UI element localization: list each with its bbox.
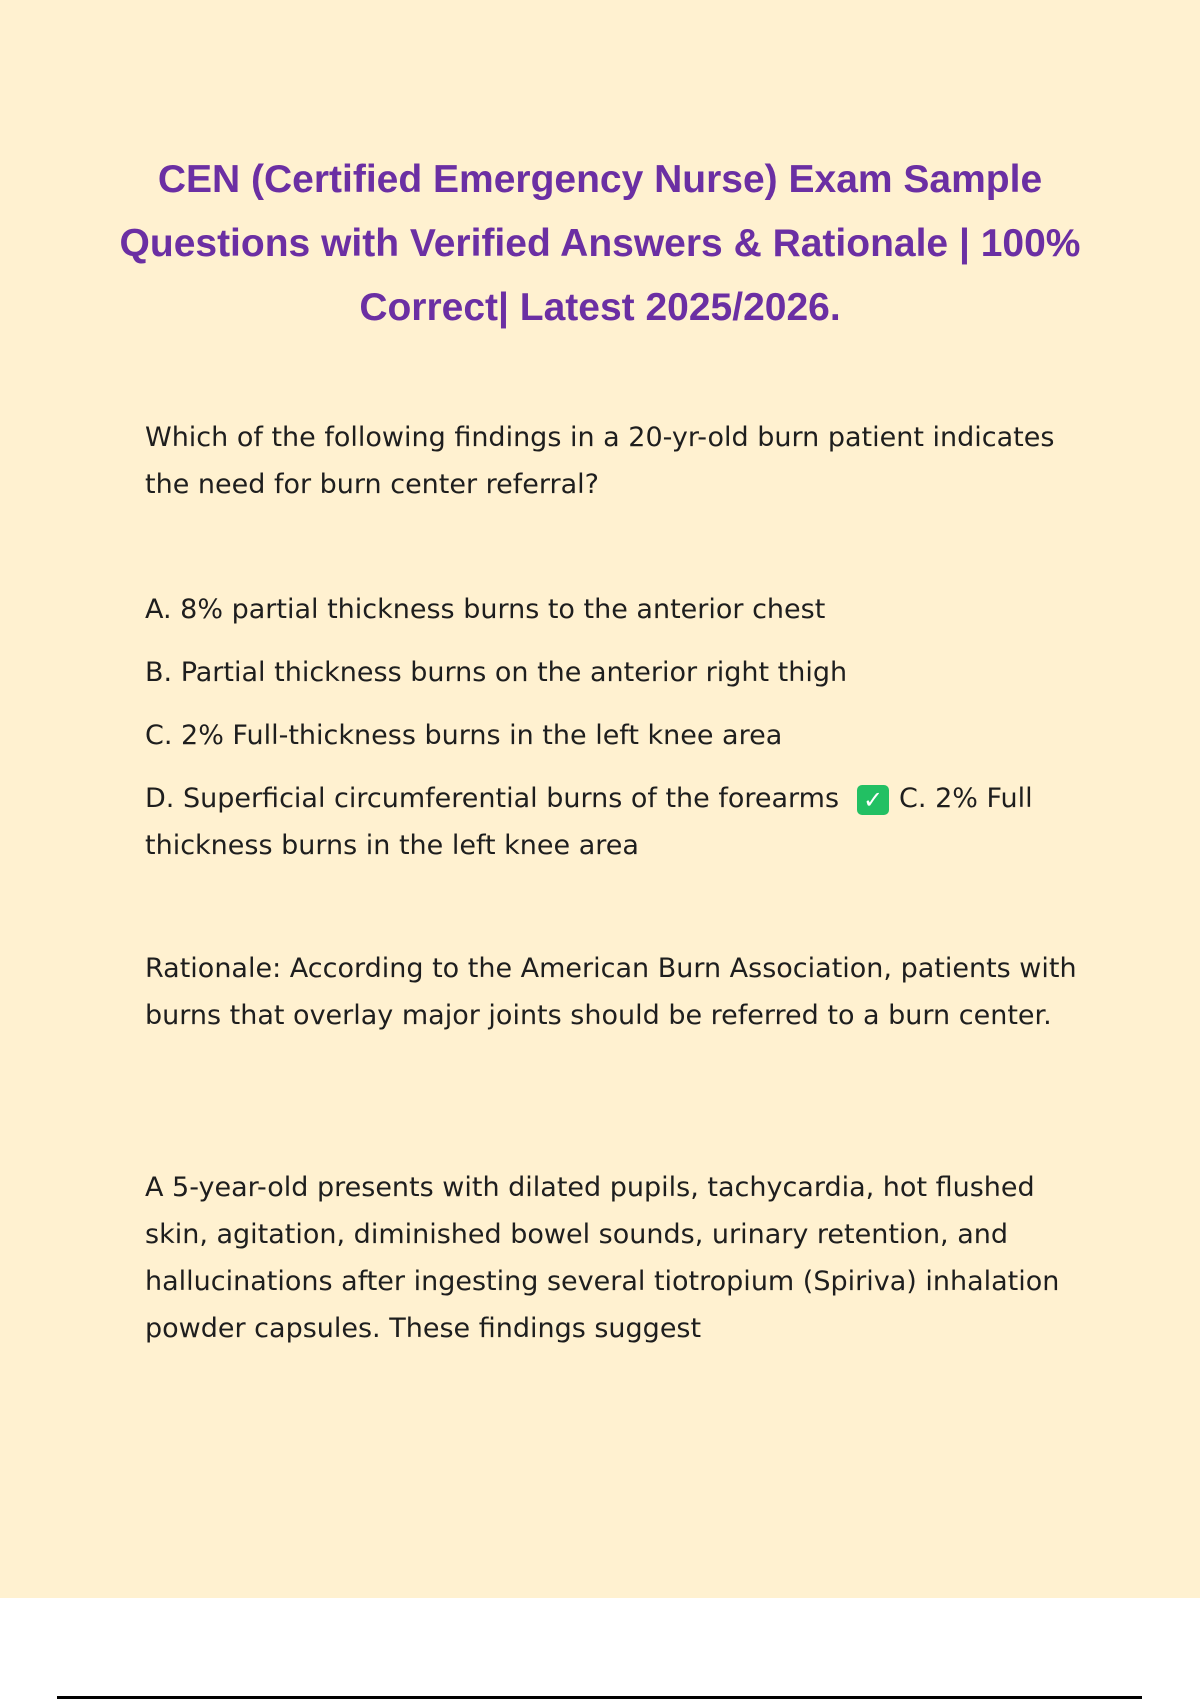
footer-divider bbox=[57, 1696, 1142, 1699]
option-c: C. 2% Full-thickness burns in the left knee area bbox=[145, 720, 783, 751]
question-1-text: Which of the following findings in a 20-yr-old burn patient indicates the need for burn center referral? bbox=[145, 422, 1055, 500]
question-1-rationale: Rationale: According to the American Burn Association, patients with burns that overlay major joints should be referred to a burn center. bbox=[145, 953, 1077, 1031]
document-title: CEN (Certified Emergency Nurse) Exam Sample Questions with Verified Answers & Rationale | 100% Correct| Latest 2025/2026. bbox=[119, 158, 1081, 329]
option-d-with-answer bbox=[145, 775, 1095, 869]
check-mark-button-icon: ✓ bbox=[857, 785, 889, 815]
correct-answer: C. 2% Full thickness burns in the left knee area bbox=[145, 783, 1033, 861]
option-a: A. 8% partial thickness burns to the anterior chest bbox=[145, 594, 826, 625]
question-1-options bbox=[145, 586, 1095, 869]
option-d: D. Superficial circumferential burns of the forearms bbox=[145, 783, 840, 814]
question-2-text: A 5-year-old presents with dilated pupils, tachycardia, hot flushed skin, agitation, diminished bowel sounds, urinary retention, and hallucinations after ingesting several tiotropium (Spiriva) inhalation powder capsules. These findings suggest bbox=[145, 1172, 1060, 1344]
option-b: B. Partial thickness burns on the anterior right thigh bbox=[145, 657, 848, 688]
